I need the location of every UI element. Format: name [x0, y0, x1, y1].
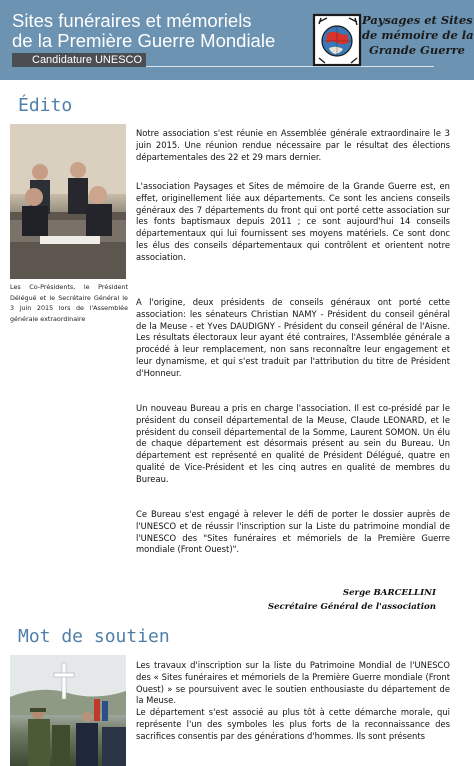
soutien-paragraph-2: Le département s'est associé au plus tôt à cette démarche morale, qui représente l'un des symboles les plus forts de la reconnaissance des sacrifices consentis par des générations d'hommes. Ils sont présents — [136, 707, 450, 741]
logo-text-line1: Paysages et Sites — [362, 13, 473, 27]
edito-paragraph-4: Un nouveau Bureau a pris en charge l'association. Il est co-présidé par le président du conseil départemental de la Meuse, Claude LEONARD, et le président du conseil départemental de la Somme, Laurent SOMON. Un élu de chaque département est désormais présent au sein du Bureau. Un département est représenté en qualité de Président Délégué, quatre en qualité de Vice-Président et les cinq autres en qualité de membres du Bureau. — [136, 403, 450, 484]
signature-name: Serge BARCELLINI — [342, 588, 436, 598]
co-presidents-photo — [10, 124, 126, 279]
ceremony-photo — [10, 655, 126, 766]
soutien-title: Mot de soutien — [18, 626, 170, 647]
photo-caption: Les Co-Présidents, le Président Délégué et le Secrétaire Général le 3 juin 2015 lors de l'Assemblée générale extraordinaire — [10, 283, 128, 323]
logo-text-line3: Grande Guerre — [369, 43, 465, 57]
header-title-line2: de la Première Guerre Mondiale — [12, 30, 276, 51]
candidature-band: Candidature UNESCO — [12, 53, 146, 67]
association-logo-text — [362, 13, 472, 58]
soutien-text — [136, 660, 450, 743]
edito-paragraph-5: Ce Bureau s'est engagé à relever le défi de porter le dossier auprès de l'UNESCO et de réussir l'inscription sur la Liste du patrimoine mondial de l'UNESCO des "Sites funéraires et mémoriels de la Première Guerre mondiale (Front Ouest)". — [136, 509, 450, 555]
logo-text-line2: de mémoire de la — [362, 28, 474, 42]
soutien-paragraph-1: Les travaux d'inscription sur la liste du Patrimoine Mondial de l'UNESCO des « Sites funéraires et mémoriels de la Première Guerre mondiale (Front Ouest) » se poursuivent avec le soutien enthousiaste du département de la Meuse. — [136, 660, 450, 706]
edito-paragraph-3: A l'origine, deux présidents de conseils généraux ont porté cette association: les sénateurs Christian NAMY - Président du conseil général de la Meuse - et Yves DAUDIGNY - Président du conseil général de l'Aisne. Les résultats électoraux leur ayant été contraires, l'Assemblée générale a procédé à leur remplacement, non sans reconnaître leur engagement et leur dynamisme, et qui s'est traduit par l'attribution du titre de Président d'Honneur. — [136, 297, 450, 378]
edito-paragraph-1: Notre association s'est réunie en Assemblée générale extraordinaire le 3 juin 2015. Une réunion rendue nécessaire par le résultat des élections départementales des 22 et 29 mars dernier. — [136, 128, 450, 162]
edito-paragraph-2: L'association Paysages et Sites de mémoire de la Grande Guerre est, en effet, originellement liée aux départements. Ce sont les anciens conseils généraux des 7 départements du front qui ont porté cette association sur les fonts baptismaux depuis 2011 ; ce sont aujourd'hui 14 conseils départementaux qui lui fournissent ses moyens matériels. Ce sont donc les élus des conseils départementaux qui contrôlent et orientent notre association. — [136, 181, 450, 262]
signature-role: Secrétaire Général de l'association — [267, 602, 436, 612]
globe-emblem-icon — [311, 12, 363, 68]
edito-title: Édito — [18, 95, 73, 116]
header-title-line1: Sites funéraires et mémoriels — [12, 10, 252, 31]
newsletter-header — [0, 0, 474, 80]
header-divider — [146, 66, 434, 67]
